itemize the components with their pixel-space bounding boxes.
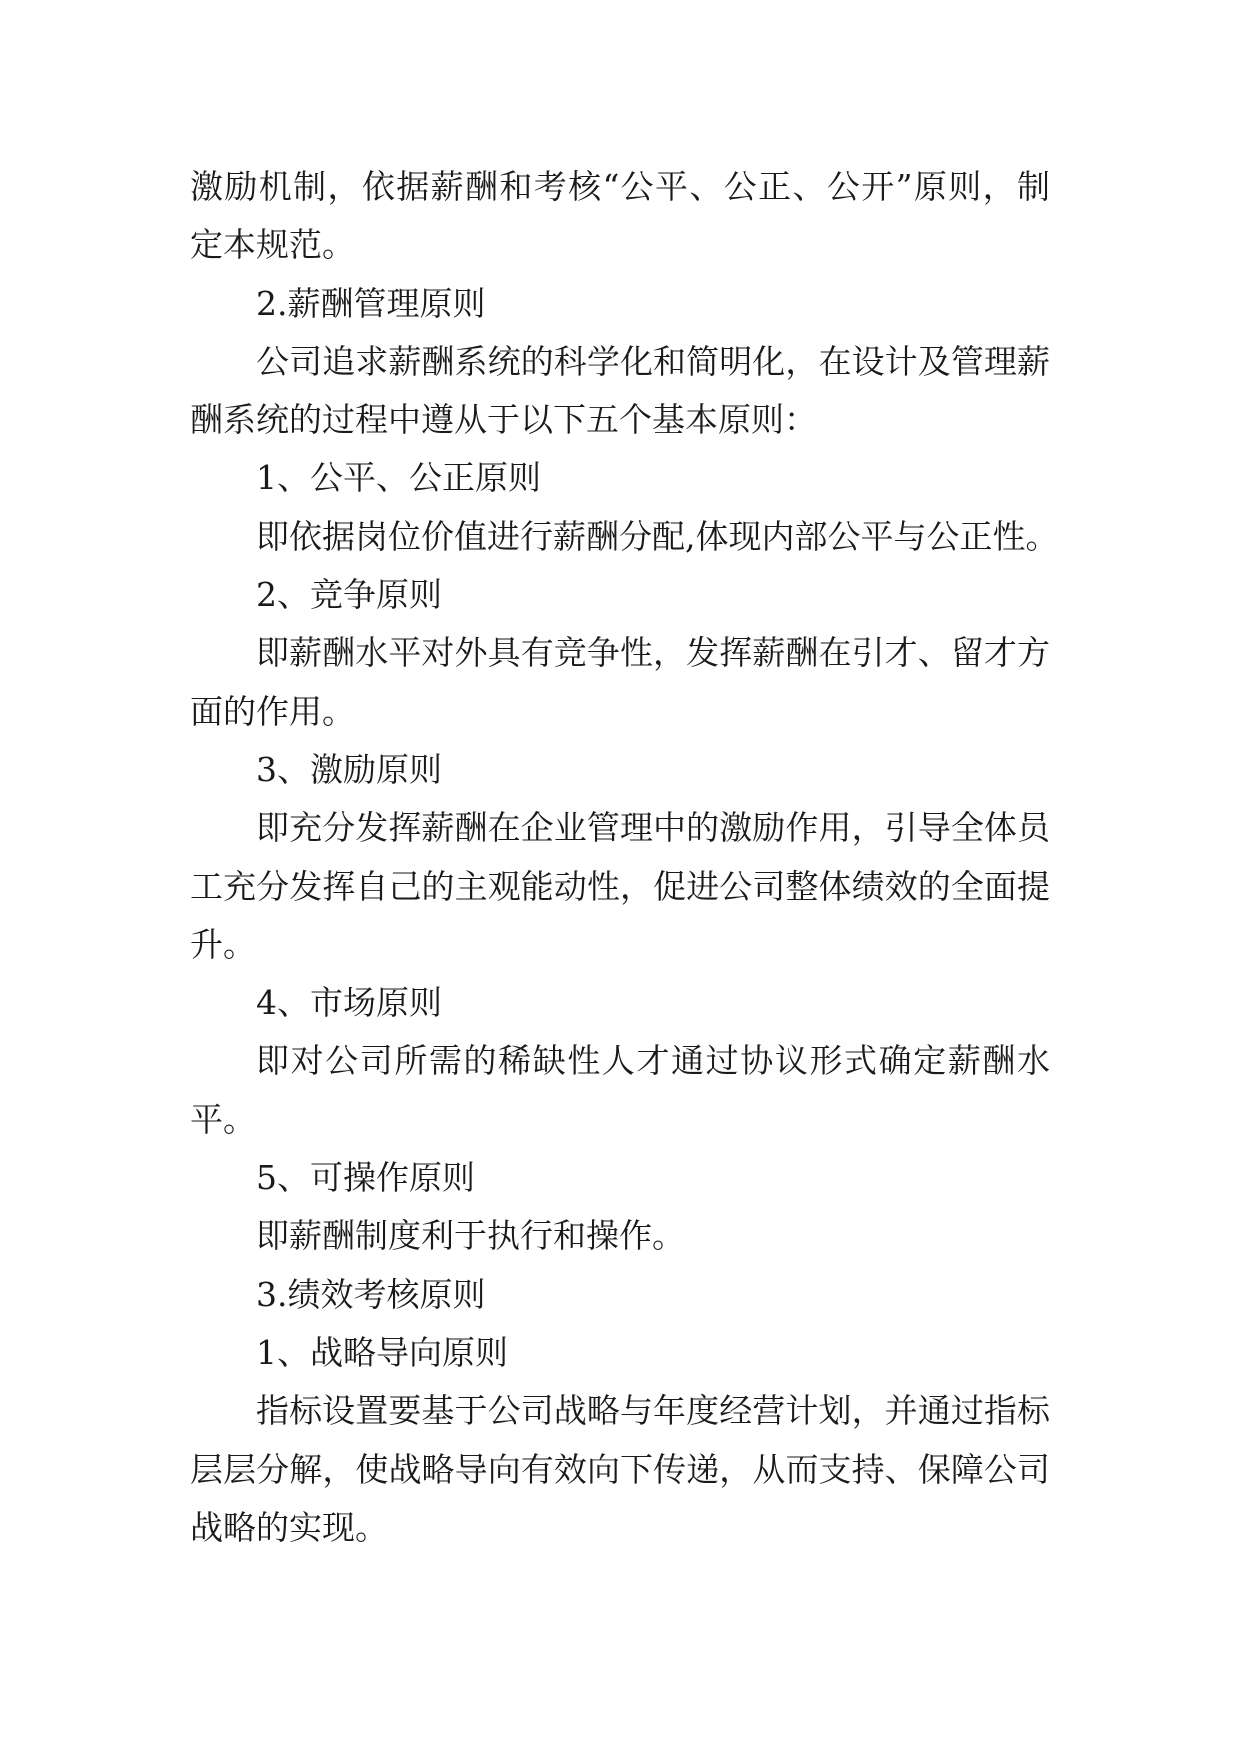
paragraph-line: 酬系统的过程中遵从于以下五个基本原则：: [190, 400, 817, 440]
paragraph-line: 指标设置要基于公司战略与年度经营计划，并通过指标: [256, 1391, 1050, 1431]
paragraph-line: 激励机制，依据薪酬和考核“公平、公正、公开”原则，制: [190, 167, 1050, 206]
paragraph-line: 即对公司所需的稀缺性人才通过协议形式确定薪酬水: [256, 1041, 1050, 1081]
section-heading: 3.绩效考核原则: [256, 1274, 486, 1314]
paragraph-line: 战略的实现。: [190, 1507, 388, 1547]
paragraph-line: 公司追求薪酬系统的科学化和简明化，在设计及管理薪: [256, 341, 1050, 381]
principle-heading: 1、公平、公正原则: [256, 458, 541, 498]
paragraph-line: 即充分发挥薪酬在企业管理中的激励作用，引导全体员: [256, 808, 1050, 848]
paragraph-line: 即依据岗位价值进行薪酬分配,体现内部公平与公正性。: [256, 516, 1059, 556]
paragraph-line: 工充分发挥自己的主观能动性，促进公司整体绩效的全面提: [190, 866, 1050, 906]
principle-heading: 5、可操作原则: [256, 1158, 475, 1198]
paragraph-line: 面的作用。: [190, 691, 355, 731]
paragraph-line: 定本规范。: [190, 225, 355, 265]
paragraph-line: 即薪酬水平对外具有竞争性，发挥薪酬在引才、留才方: [256, 633, 1050, 673]
paragraph-line: 升。: [190, 924, 256, 964]
principle-heading: 1、战略导向原则: [256, 1332, 508, 1372]
paragraph-line: 即薪酬制度利于执行和操作。: [256, 1216, 685, 1256]
document-body: [190, 158, 1059, 1557]
principle-heading: 2、竞争原则: [256, 575, 442, 615]
paragraph-line: 平。: [190, 1099, 256, 1139]
paragraph-line: 层层分解，使战略导向有效向下传递，从而支持、保障公司: [190, 1449, 1050, 1489]
principle-heading: 4、市场原则: [256, 983, 442, 1023]
principle-heading: 3、激励原则: [256, 749, 442, 789]
section-heading: 2.薪酬管理原则: [256, 283, 486, 323]
